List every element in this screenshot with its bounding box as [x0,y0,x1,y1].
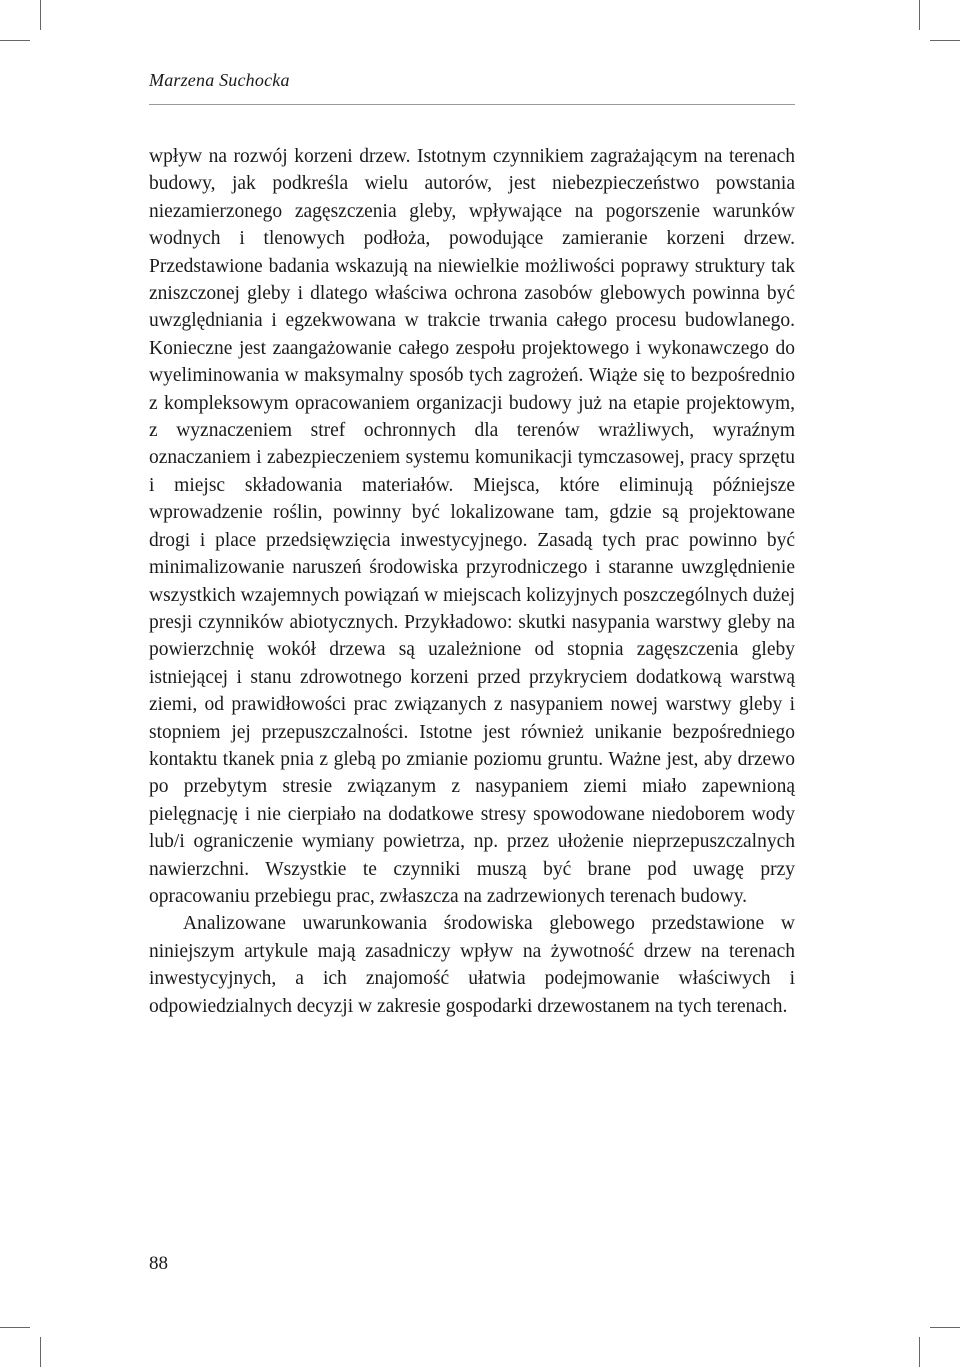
crop-mark-top-left-vertical [40,0,41,30]
header-rule [149,104,795,105]
crop-mark-top-left-horizontal [0,40,30,41]
paragraph-2: Analizowane uwarunkowania środowiska glebowego przedstawione w niniejszym artykule mają zasadniczy wpływ na żywotność drzew na terenach inwestycyjnych, a ich znajomość ułatwia podejmowanie właściwych i odpowiedzialnych decyzji w zakresie gospodarki drzewostanem na tych terenach. [149,913,795,1017]
crop-mark-top-right-horizontal [930,40,960,41]
paragraph-1: wpływ na rozwój korzeni drzew. Istotnym czynnikiem zagrażającym na terenach budowy, jak podkreśla wielu autorów, jest niebezpieczeństwo powstania niezamierzonego zagęszczenia gleby, wpływające na pogorszenie warunków wodnych i tlenowych podłoża, powodujące zamieranie korzeni drzew. Przedstawione badania wskazują na niewielkie możliwości poprawy struktury tak zniszczonej gleby i dlatego właściwa ochrona zasobów glebowych powinna być uwzględniania i egzekwowana w trakcie trwania całego procesu budowlanego. Konieczne jest zaangażowanie całego zespołu projektowego i wykonawczego do wyeliminowania w maksymalny sposób tych zagrożeń. Wiąże się to bezpośrednio z kompleksowym opracowaniem organizacji budowy już na etapie projektowym, z wyznaczeniem stref ochronnych dla terenów wrażliwych, wyraźnym oznaczaniem i zabezpieczeniem systemu komunikacji tymczasowej, pracy sprzętu i miejsc składowania materiałów. Miejsca, które eliminują późniejsze wprowadzenie roślin, powinny być lokalizowane tam, gdzie są projektowane drogi i place przedsięwzięcia inwestycyjnego. Zasadą tych prac powinno być minimalizowanie naruszeń środowiska przyrodniczego i staranne uwzględnienie wszystkich wzajemnych powiązań w miejscach kolizyjnych poszczególnych dużej presji czynników abiotycznych. Przykładowo: skutki nasypania warstwy gleby na powierzchnię wokół drzewa są uzależnione od stopnia zagęszczenia gleby istniejącej i stanu zdrowotnego korzeni przed przykryciem dodatkową warstwą ziemi, od prawidłowości prac związanych z nasypaniem nowej warstwy gleby i stopniem jej przepuszczalności. Istotne jest również unikanie bezpośredniego kontaktu tkanek pnia z glebą po zmianie poziomu gruntu. Ważne jest, aby drzewo po przebytym stresie związanym z nasypaniem ziemi miało zapewnioną pielęgnację i nie cierpiało na dodatkowe stresy spowodowane niedoborem wody lub/i ograniczenie wymiany powietrza, np. przez ułożenie nieprzepuszczalnych nawierzchni. Wszystkie te czynniki muszą być brane pod uwagę przy opracowaniu przebiegu prac, zwłaszcza na zadrzewionych terenach budowy. [149,146,795,907]
crop-mark-bottom-left-vertical [40,1337,41,1367]
crop-mark-bottom-right-horizontal [930,1327,960,1328]
crop-mark-bottom-right-vertical [919,1337,920,1367]
page-number: 88 [149,1253,168,1274]
running-header-author: Marzena Suchocka [149,70,290,90]
crop-mark-top-right-vertical [919,0,920,30]
body-text [149,143,795,1020]
crop-mark-bottom-left-horizontal [0,1327,30,1328]
